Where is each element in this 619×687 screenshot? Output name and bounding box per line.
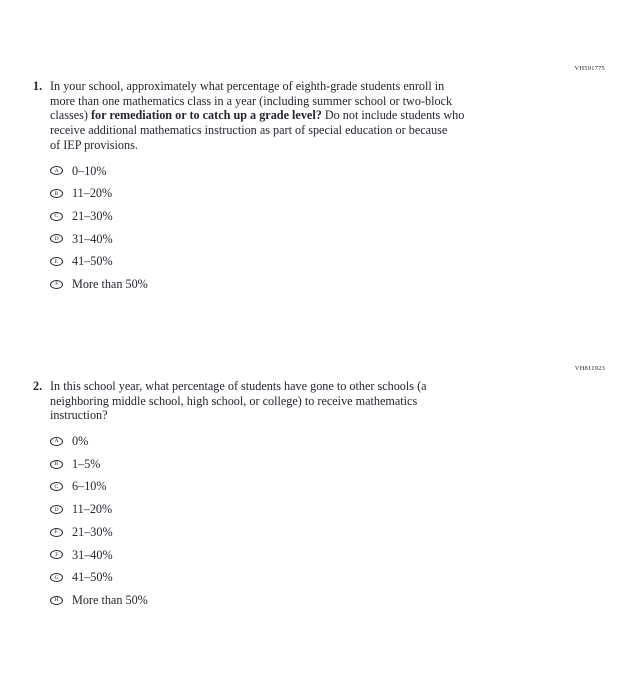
question-text-line: receive additional mathematics instruction as part of special education or because (50, 123, 448, 138)
option-label: 0% (72, 434, 89, 449)
option-letter: C (54, 483, 59, 490)
option-letter: F (54, 551, 59, 558)
question-text-line: classes) for remediation or to catch up a grade level? Do not include students who (50, 108, 465, 123)
option-letter: D (54, 506, 59, 513)
answer-option[interactable] (50, 205, 619, 228)
option-letter: E (54, 258, 59, 265)
question-text (50, 79, 464, 153)
answer-option[interactable] (50, 498, 619, 521)
answer-option[interactable] (50, 589, 619, 612)
option-label: 21–30% (72, 524, 113, 539)
answer-option[interactable] (50, 453, 619, 476)
option-letter: D (54, 235, 59, 242)
answer-bubble-icon[interactable] (50, 280, 63, 289)
option-letter: G (54, 574, 59, 581)
option-letter: F (54, 280, 59, 288)
answer-bubble-icon[interactable] (50, 189, 63, 198)
answer-bubble-icon[interactable] (50, 460, 63, 469)
option-label: 21–30% (72, 208, 113, 223)
option-letter: B (54, 460, 59, 467)
option-letter: E (54, 528, 59, 535)
question-text-line: of IEP provisions. (50, 137, 138, 152)
answer-option[interactable] (50, 182, 619, 205)
answer-bubble-icon[interactable] (50, 573, 63, 582)
answer-option[interactable] (50, 430, 619, 453)
answer-bubble-icon[interactable] (50, 482, 63, 491)
answer-bubble-icon[interactable] (50, 166, 63, 175)
question-text-line: instruction? (50, 408, 108, 423)
question-text (50, 379, 427, 423)
option-label: 41–50% (72, 254, 113, 269)
option-label: 31–40% (72, 547, 113, 562)
answer-option[interactable] (50, 228, 619, 251)
option-letter: B (54, 190, 59, 197)
question-row (0, 79, 619, 153)
answer-options (50, 160, 619, 296)
option-letter: H (54, 596, 59, 604)
option-letter: A (54, 438, 59, 445)
question-number: 2. (33, 379, 43, 393)
question-number: 1. (33, 79, 43, 93)
answer-bubble-icon[interactable] (50, 437, 63, 446)
answer-bubble-icon[interactable] (50, 505, 63, 514)
option-label: 31–40% (72, 231, 113, 246)
option-label: 1–5% (72, 456, 101, 471)
option-label: 0–10% (72, 163, 107, 178)
answer-bubble-icon[interactable] (50, 528, 63, 537)
answer-bubble-icon[interactable] (50, 596, 63, 605)
answer-bubble-icon[interactable] (50, 550, 63, 559)
answer-option[interactable] (50, 250, 619, 273)
question-block (0, 362, 619, 612)
question-code: VH811923 (574, 365, 605, 372)
option-letter: A (54, 167, 59, 174)
option-label: 11–20% (72, 502, 113, 517)
answer-option[interactable] (50, 273, 619, 296)
question-text-line: neighboring middle school, high school, or college) to receive mathematics (50, 393, 418, 408)
answer-option[interactable] (50, 566, 619, 589)
option-label: More than 50% (72, 592, 148, 607)
answer-bubble-icon[interactable] (50, 212, 63, 221)
question-text-line: In your school, approximately what percentage of eighth-grade students enroll in (50, 79, 445, 93)
answer-bubble-icon[interactable] (50, 257, 63, 266)
answer-option[interactable] (50, 544, 619, 567)
question-code: VH591775 (574, 65, 605, 72)
question-row (0, 379, 619, 423)
question-text-line: more than one mathematics class in a year (including summer school or two-block (50, 93, 453, 108)
answer-option[interactable] (50, 521, 619, 544)
option-label: 41–50% (72, 570, 113, 585)
option-letter: C (54, 212, 59, 219)
answer-option[interactable] (50, 475, 619, 498)
option-label: More than 50% (72, 276, 148, 291)
question-text-line: In this school year, what percentage of students have gone to other schools (a (50, 379, 427, 393)
answer-option[interactable] (50, 160, 619, 183)
answer-bubble-icon[interactable] (50, 234, 63, 243)
option-label: 11–20% (72, 186, 113, 201)
question-block (0, 62, 619, 296)
answer-options (50, 430, 619, 612)
option-label: 6–10% (72, 479, 107, 494)
